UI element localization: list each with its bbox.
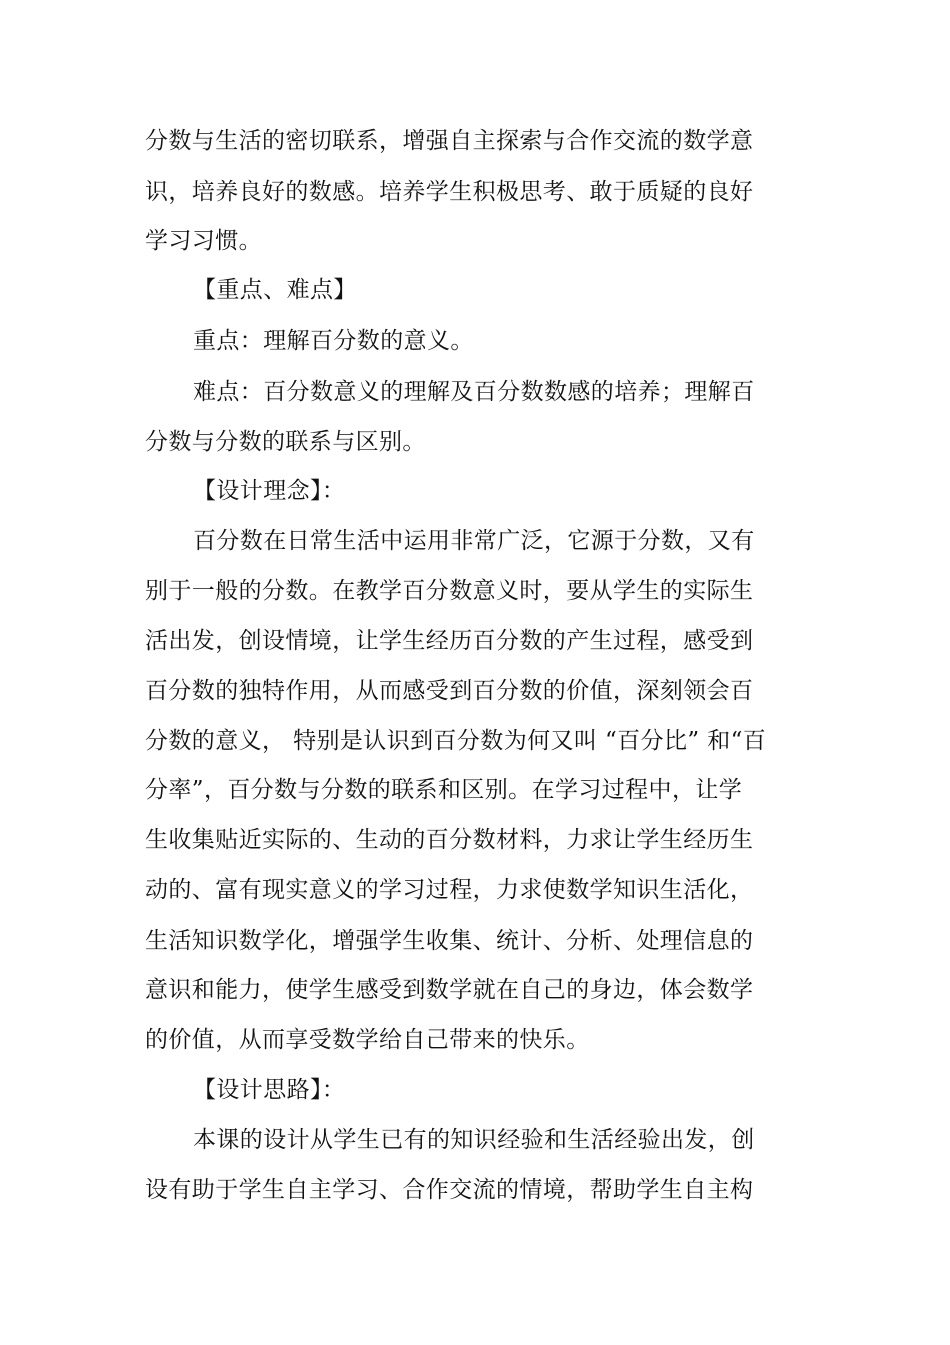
- text-line: 意识和能力，使学生感受到数学就在自己的身边，体会数学: [145, 977, 754, 1003]
- section-heading-design-approach: 【设计思路】：: [193, 1077, 346, 1103]
- section-heading-design-concept: 【设计理念】：: [193, 478, 346, 504]
- text-line: 分数的意义， 特别是认识到百分数为何又叫 “百分比” 和“百: [145, 728, 767, 754]
- text-line: 百分数的独特作用，从而感受到百分数的价值，深刻领会百: [145, 678, 754, 704]
- text-line: 学习习惯。: [145, 228, 262, 254]
- text-line: 分率”，百分数与分数的联系和区别。在学习过程中，让学: [145, 777, 743, 803]
- text-line: 本课的设计从学生已有的知识经验和生活经验出发，创: [193, 1127, 755, 1153]
- text-line: 识，培养良好的数感。培养学生积极思考、敢于质疑的良好: [145, 179, 754, 205]
- text-line: 动的、富有现实意义的学习过程，力求使数学知识生活化，: [145, 877, 754, 903]
- text-line: 别于一般的分数。在教学百分数意义时，要从学生的实际生: [145, 578, 754, 604]
- text-line: 分数与生活的密切联系，增强自主探索与合作交流的数学意: [145, 128, 754, 154]
- text-line: 生收集贴近实际的、生动的百分数材料，力求让学生经历生: [145, 827, 754, 853]
- text-line: 设有助于学生自主学习、合作交流的情境，帮助学生自主构: [145, 1177, 754, 1203]
- text-line: 生活知识数学化，增强学生收集、统计、分析、处理信息的: [145, 928, 754, 954]
- text-line: 重点：理解百分数的意义。: [193, 328, 474, 354]
- text-line: 难点：百分数意义的理解及百分数数感的培养；理解百: [193, 379, 755, 405]
- text-line: 的价值，从而享受数学给自己带来的快乐。: [145, 1027, 590, 1053]
- text-line: 百分数在日常生活中运用非常广泛，它源于分数，又有: [193, 528, 755, 554]
- text-line: 分数与分数的联系与区别。: [145, 429, 426, 455]
- section-heading-key-points: 【重点、难点】: [193, 277, 357, 303]
- text-line: 活出发，创设情境，让学生经历百分数的产生过程，感受到: [145, 628, 754, 654]
